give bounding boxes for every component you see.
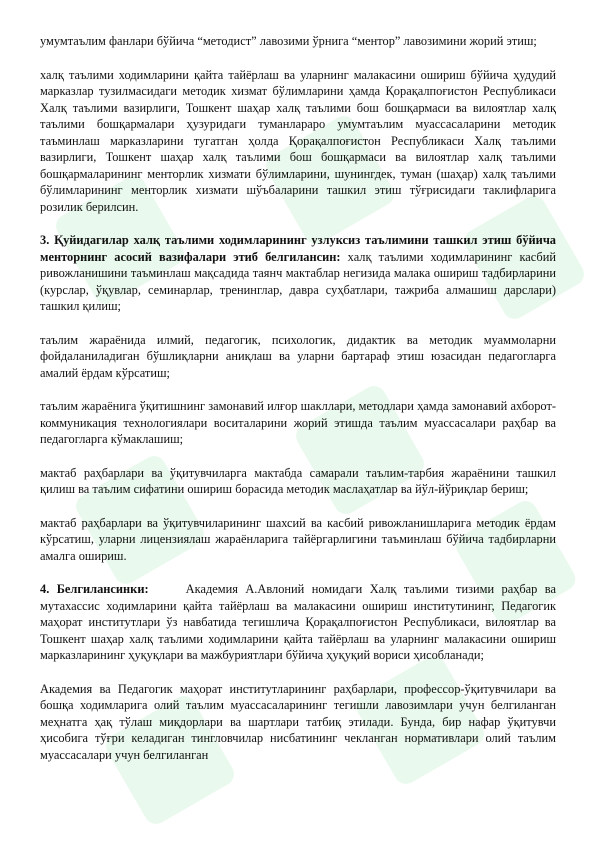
paragraph: Академия ва Педагогик маҳорат институтларининг раҳбарлари, профессор-ўқитувчилари ва бошқа ходимларига олий таълим муассасаларининг тегишли лавозимлари учун белгиланган меҳнатга ҳақ тўлаш миқдорлари ва шартлари татбиқ этилади. Бунда, бир нафар ўқитувчи ҳисобига тўғри келадиган тингловчилар нисбатининг чекланган нормативлари олий таълим муассасалари учун белгиланган [40, 681, 556, 762]
paragraph: умумтаълим фанлари бўйича “методист” лавозими ўрнига “ментор” лавозимини жорий этиш; [40, 34, 537, 48]
paragraph: халқ таълими ходимларини қайта тайёрлаш ва уларнинг малакасини ошириш бўйича ҳудудий марказлар тузилмасидаги методик хизмат бўлимларини ҳамда Қорақалпоғистон Республикаси Халқ таълими вазирлиги, Тошкент шаҳар халқ таълими бош бошқармаси ва вилоятлар халқ таълими бошқармалари ҳузуридаги туманлараро умумтаълим муассасаларини методик таъминлаш марказларини тугатган ҳолда Қорақалпоғистон Республикаси Халқ таълими вазирлиги, Тошкент шаҳар халқ таълими бош бошқармаси ва вилоятлар халқ таълими бошқармаларининг менторлик хизмати бўлимларини, шунингдек, туман (шаҳар) халқ таълими бўлимларининг менторлик хизмати шўъбаларини ташкил этиш тўғрисидаги таклифларига розилик берилсин. [40, 67, 556, 214]
paragraph: таълим жараёнида илмий, педагогик, психологик, дидактик ва методик муаммоларни фойдаланиладиган бўшлиқларни аниқлаш ва уларни бартараф этиш юзасидан педагогларга амалий ёрдам кўрсатиш; [40, 332, 556, 380]
paragraph: таълим жараёнига ўқитишнинг замонавий илғор шакллари, методлари ҳамда замонавий ахборот-коммуникация технологиялари воситаларини жорий этишда таълим муассасалари раҳбар ва педагогларга кўмаклашиш; [40, 399, 556, 446]
document-body [40, 33, 560, 763]
section-heading: 3. Қуйидагилар халқ таълими ходимларининг узлуксиз таълимини ташкил этиш бўйича менторнинг асосий вазифалари этиб белгилансин: [40, 233, 556, 264]
section-heading: 4. Белгилансинки: [40, 582, 149, 596]
paragraph: 4. Белгилансинки: Академия А.Авлоний номидаги Халқ таълими тизими раҳбар ва мутахассис ходимларини қайта тайёрлаш ва малакасини ошириш институтининг, Педагогик маҳорат институтлари ўз навбатида тегишлича Қорақалпоғистон Республикаси, вилоятлар ва Тошкент шаҳар халқ таълими ходимларини қайта тайёрлаш ва уларнинг малакасини ошириш марказларининг ҳуқуқлари ва мажбуриятлари бўйича ҳуқуқий вориси ҳисобланади; [40, 582, 560, 662]
paragraph: 3. Қуйидагилар халқ таълими ходимларининг узлуксиз таълимини ташкил этиш бўйича менторнинг асосий вазифалари этиб белгилансин: халқ таълими ходимларининг касбий ривожланишини таъминлаш мақсадида таянч мактаблар негизида малака ошириш тадбирларини (курслар, ўқувлар, семинарлар, тренинглар, давра суҳбатлари, тажриба алмашиш дарслари) ташкил қилиш; [40, 233, 556, 313]
paragraph: мактаб раҳбарлари ва ўқитувчиларининг шахсий ва касбий ривожланишларига методик ёрдам кўрсатиш, уларни лицензиялаш жараёнларига тайёргарлигини таъминлаш бўйича тадбирларни амалга ошириш. [40, 515, 556, 563]
paragraph: мактаб раҳбарлари ва ўқитувчиларга мактабда самарали таълим-тарбия жараёнини ташкил қилиш ва таълим сифатини ошириш борасида методик маслаҳатлар ва йўл-йўриқлар бериш; [40, 465, 556, 496]
